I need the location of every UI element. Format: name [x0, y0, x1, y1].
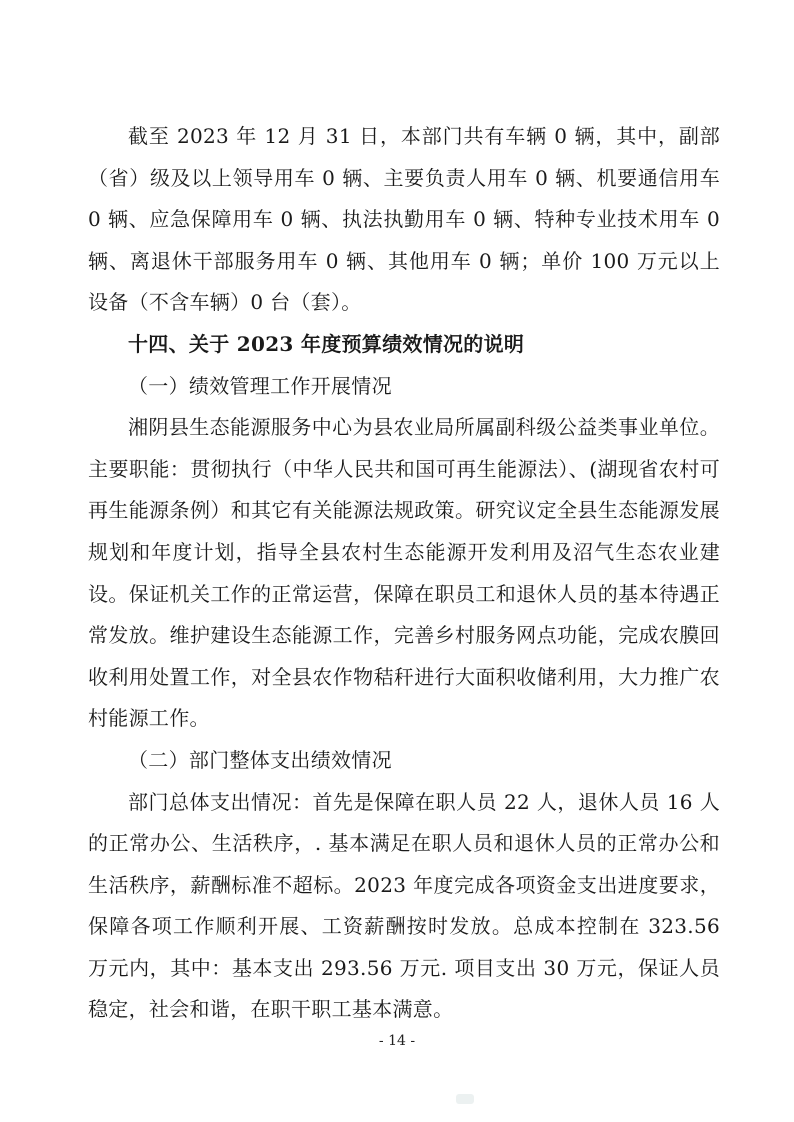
- unit-duties-paragraph: 湘阴县生态能源服务中心为县农业局所属副科级公益类事业单位。主要职能：贯彻执行（中华人民共和国可再生能源法）、(湖现省农村可再生能源条例）和其它有关能源法规政策。研究议定全县生态能源发展规划和年度计划，指导全县农村生态能源开发利用及沼气生态农业建设。保证机关工作的正常运营，保障在职员工和退休人员的基本待遇正常发放。维护建设生态能源工作，完善乡村服务网点功能，完成农膜回收利用处置工作，对全县农作物秸秆进行大面积收储利用，大力推广农村能源工作。: [88, 415, 720, 731]
- section-heading-performance: 十四、关于 2023 年度预算绩效情况的说明: [128, 331, 525, 356]
- vehicle-assets-paragraph: 截至 2023 年 12 月 31 日，本部门共有车辆 0 辆，其中，副部（省）级及以上领导用车 0 辆、主要负责人用车 0 辆、机要通信用车 0 辆、应急保障用车 0 辆、执法执勤用车 0 辆、特种专业技术用车 0 辆、离退休干部服务用车 0 辆、其他用车 0 辆；单价 100 万元以上设备（不含车辆）0 台（套）。: [88, 124, 720, 315]
- subheading-overall-expenditure: （二）部门整体支出绩效情况: [128, 747, 392, 772]
- document-body: [88, 116, 720, 1031]
- page-number: - 14 -: [378, 1033, 416, 1049]
- subheading-performance-management: （一）绩效管理工作开展情况: [128, 373, 392, 398]
- expenditure-paragraph: 部门总体支出情况：首先是保障在职人员 22 人，退休人员 16 人的正常办公、生活秩序，. 基本满足在职人员和退休人员的正常办公和生活秩序，薪酬标准不超标。2023 年度完成各项资金支出进度要求，保障各项工作顺利开展、工资薪酬按时发放。总成本控制在 323.56 万元内，其中：基本支出 293.56 万元. 项目支出 30 万元，保证人员稳定，社会和谐，在职干职工基本满意。: [88, 789, 720, 1022]
- scan-artifact: [456, 1094, 474, 1104]
